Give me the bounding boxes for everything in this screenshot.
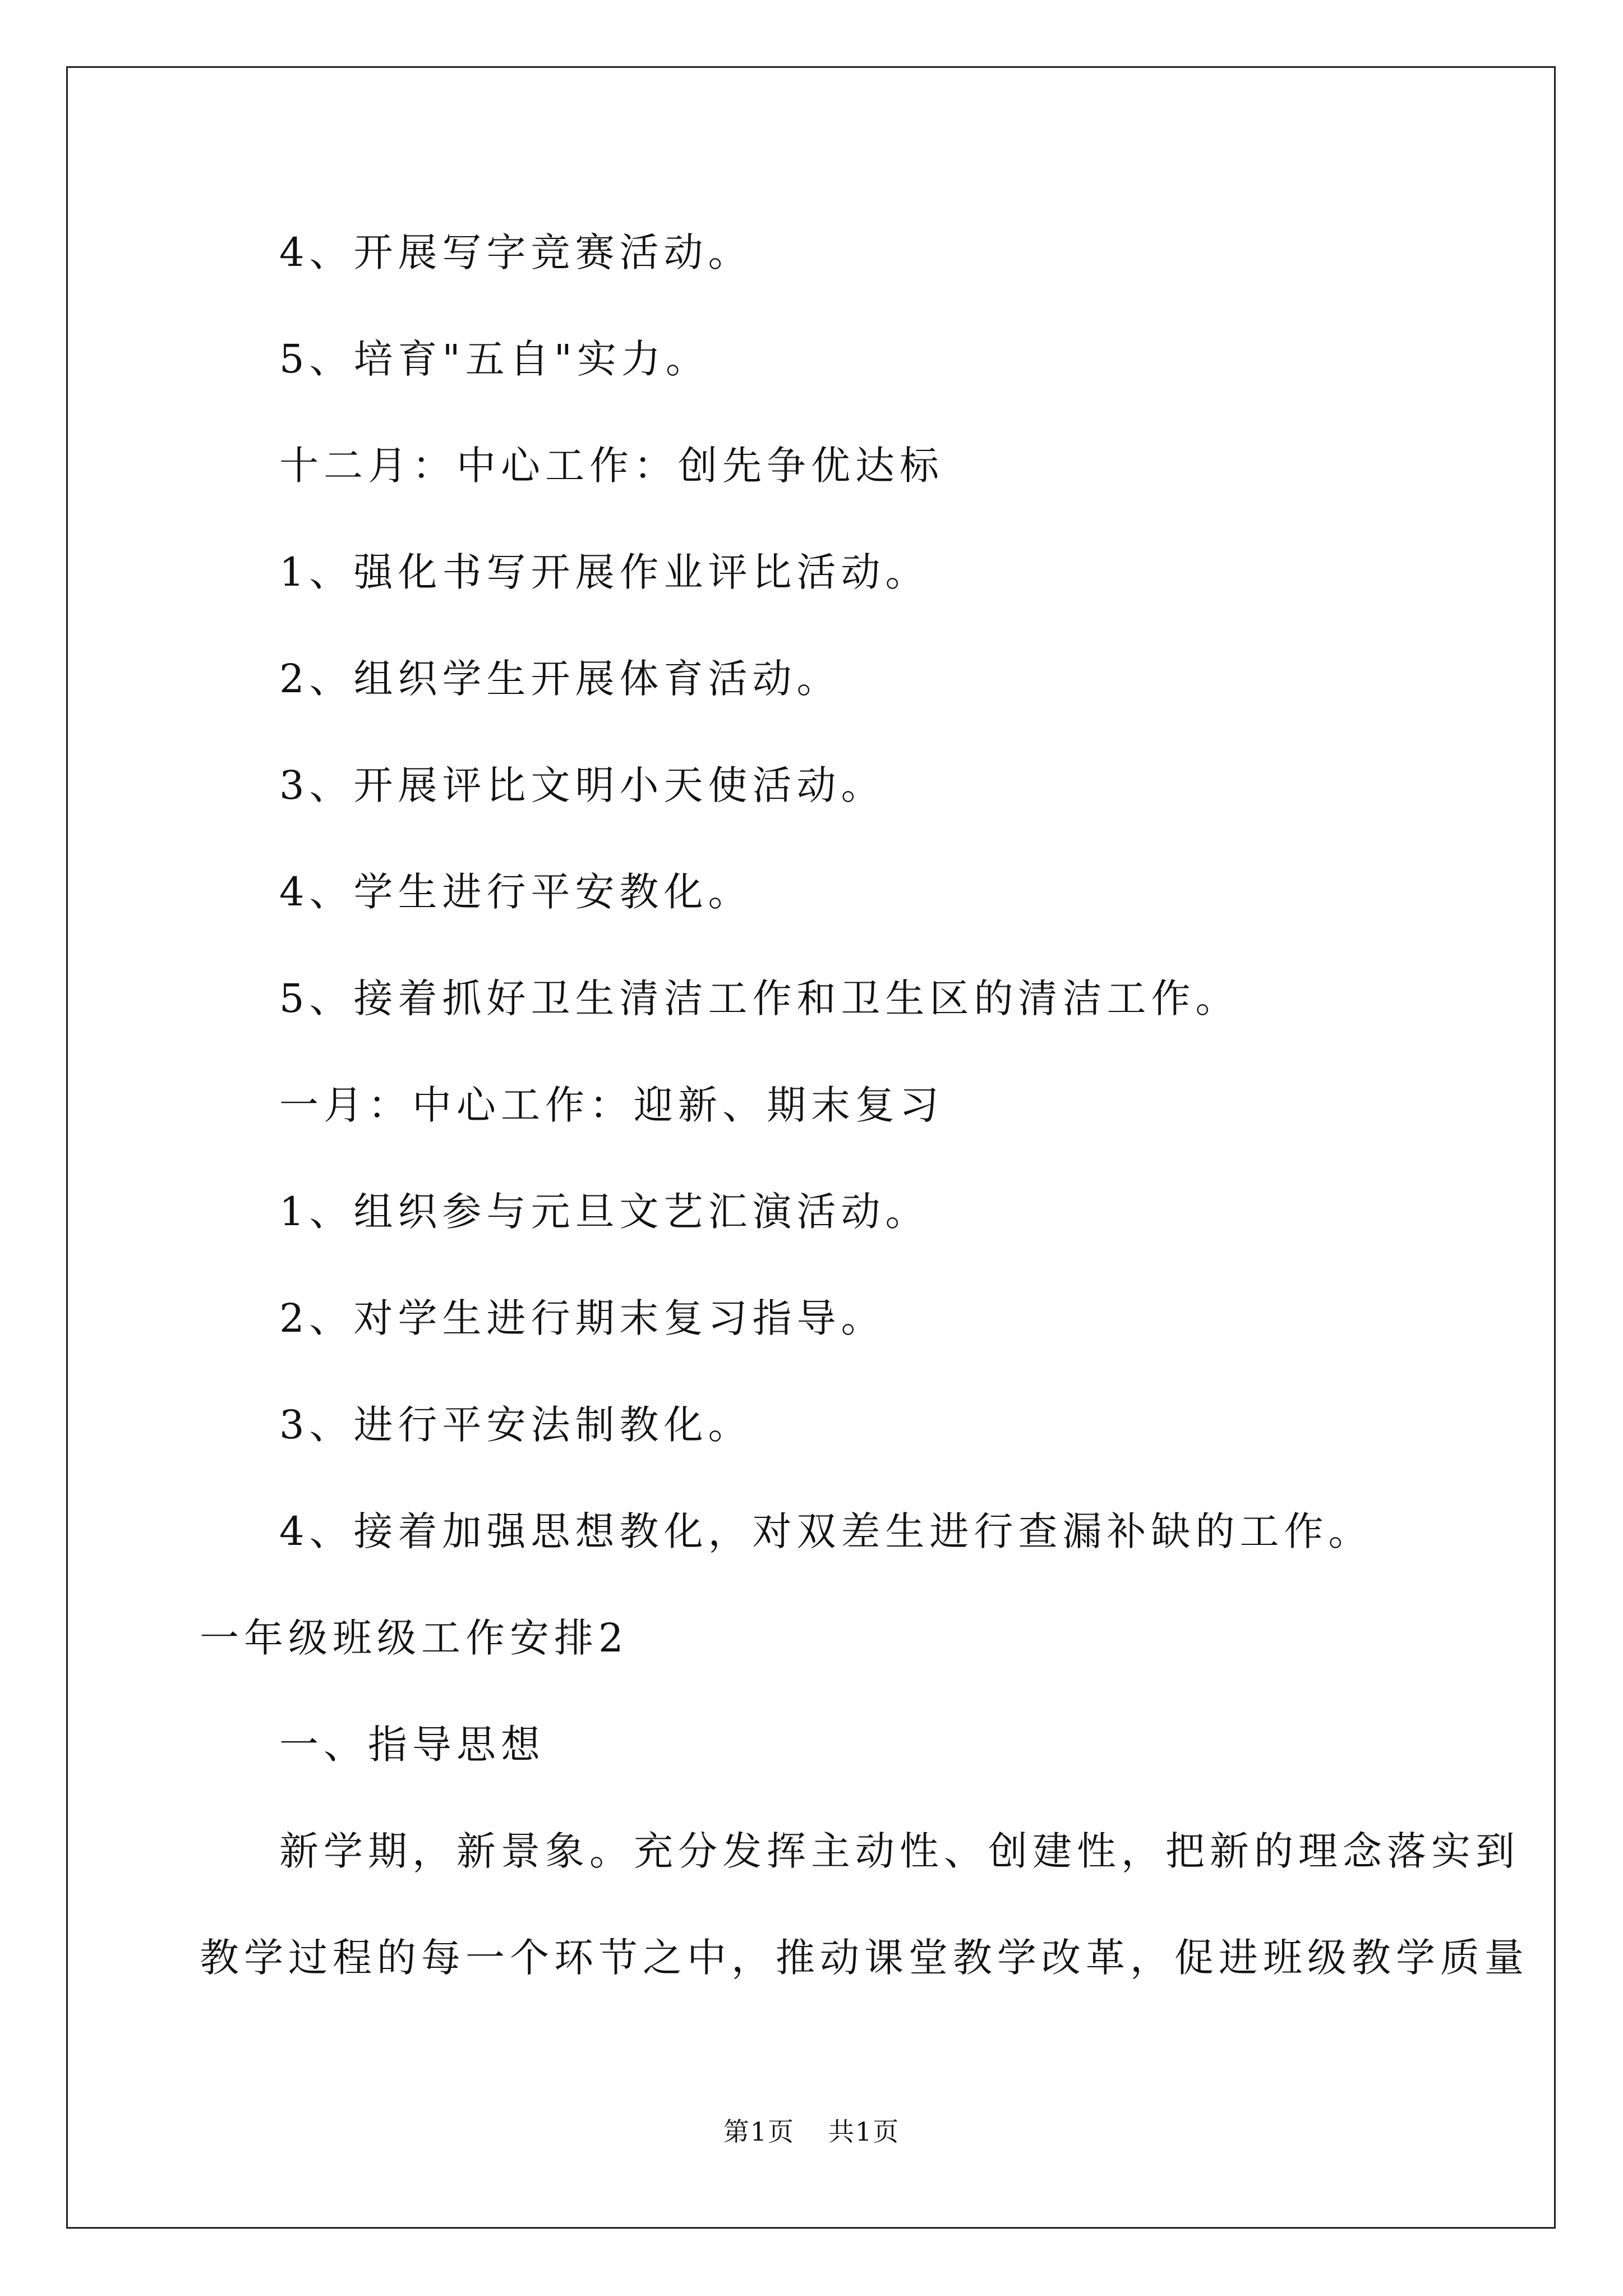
document-title: 一年级班级工作安排2 — [200, 1615, 629, 1661]
paragraph-line: 教学过程的每一个环节之中，推动课堂教学改革，促进班级教学质量 — [200, 1935, 1529, 1981]
section-heading: 一月：中心工作：迎新、期末复习 — [279, 1082, 944, 1128]
list-item: 3、进行平安法制教化。 — [279, 1402, 753, 1448]
page-border — [66, 66, 1556, 2229]
list-item: 4、学生进行平安教化。 — [279, 869, 753, 915]
list-item: 5、接着抓好卫生清洁工作和卫生区的清洁工作。 — [279, 976, 1240, 1022]
list-item: 1、组织参与元旦文艺汇演活动。 — [279, 1189, 930, 1235]
list-item: 3、开展评比文明小天使活动。 — [279, 762, 886, 808]
page-number: 第1页 — [723, 2116, 795, 2147]
list-item: 1、强化书写开展作业评比活动。 — [279, 549, 930, 595]
page-footer — [0, 2115, 1623, 2148]
paragraph-line: 新学期，新景象。充分发挥主动性、创建性，把新的理念落实到 — [279, 1828, 1520, 1874]
list-item: 4、接着加强思想教化，对双差生进行查漏补缺的工作。 — [279, 1508, 1373, 1554]
page-total: 共1页 — [828, 2116, 900, 2147]
list-item: 5、培育"五自"实力。 — [279, 336, 710, 382]
list-item: 4、开展写字竞赛活动。 — [279, 229, 753, 275]
section-heading: 一、指导思想 — [279, 1722, 545, 1768]
list-item: 2、组织学生开展体育活动。 — [279, 656, 841, 702]
list-item: 2、对学生进行期末复习指导。 — [279, 1295, 886, 1341]
section-heading: 十二月：中心工作：创先争优达标 — [279, 443, 944, 489]
